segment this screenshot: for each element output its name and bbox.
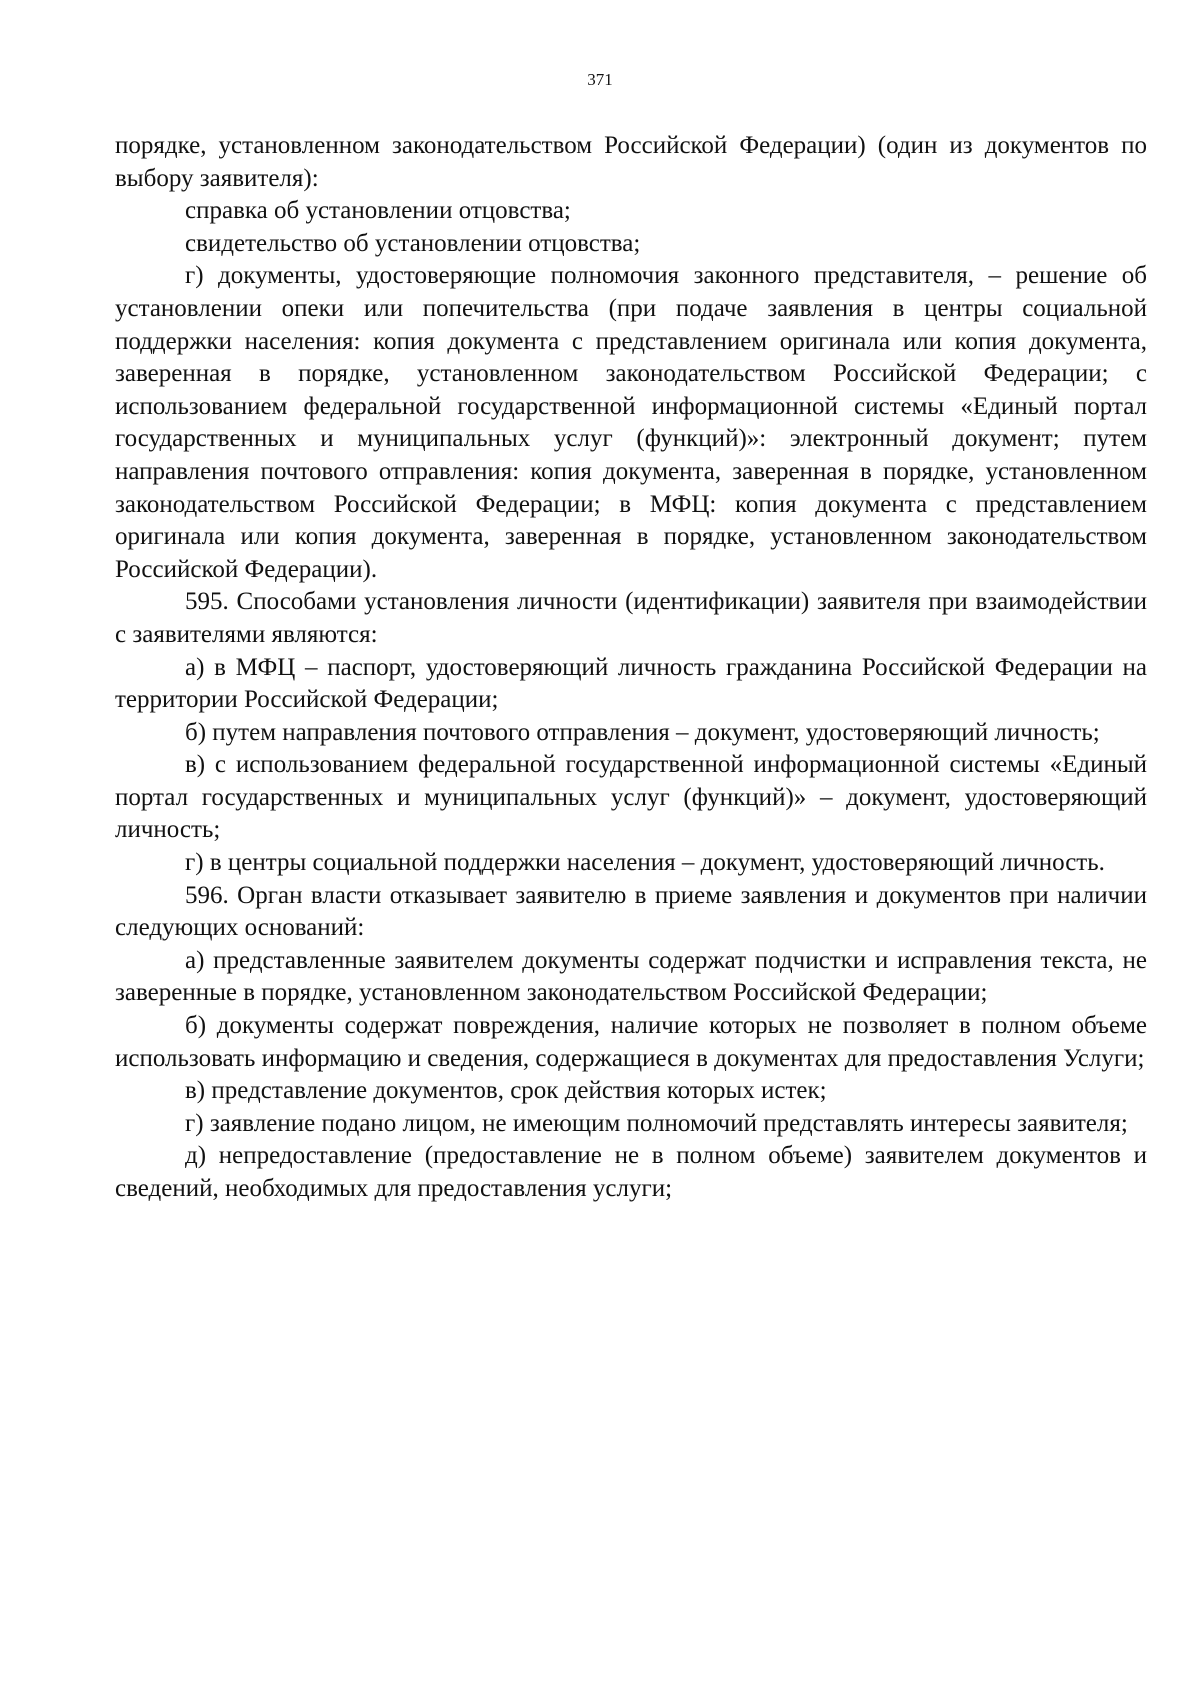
page-number: 371 <box>587 70 613 89</box>
paragraph: б) путем направления почтового отправления – документ, удостоверяющий личность; <box>185 718 1100 746</box>
paragraph: 596. Орган власти отказывает заявителю в приеме заявления и документов при наличии следующих оснований: <box>115 881 1147 942</box>
paragraph: а) в МФЦ – паспорт, удостоверяющий личность гражданина Российской Федерации на территории Российской Федерации; <box>115 653 1147 714</box>
paragraph: д) непредоставление (предоставление не в полном объеме) заявителем документов и сведений, необходимых для предоставления услуги; <box>115 1142 1147 1202</box>
paragraph: свидетельство об установлении отцовства; <box>185 229 641 257</box>
paragraph: б) документы содержат повреждения, наличие которых не позволяет в полном объеме использовать информацию и сведения, содержащиеся в документах для предоставления Услуги; <box>115 1012 1147 1072</box>
paragraph: г) документы, удостоверяющие полномочия законного представителя, – решение об установлении опеки или попечительства (при подаче заявления в центры социальной поддержки населения: копия документа с представлением оригинала или копия документа, заверенная в порядке, установленном законодательством Российской Федерации; с использованием федеральной государственной информационной системы «Единый портал государственных и муниципальных услуг (функций)»: электронный документ; путем направления почтового отправления: копия документа, заверенная в порядке, установленном законодательством Российской Федерации; в МФЦ: копия документа с представлением оригинала или копия документа, заверенная в порядке, установленном законодательством Российской Федерации). <box>115 262 1147 583</box>
paragraph: г) в центры социальной поддержки населения – документ, удостоверяющий личность. <box>185 849 1105 877</box>
document-body <box>115 130 1147 1206</box>
paragraph: справка об установлении отцовства; <box>185 197 571 225</box>
paragraph: г) заявление подано лицом, не имеющим полномочий представлять интересы заявителя; <box>185 1109 1128 1137</box>
paragraph: порядке, установленном законодательством Российской Федерации) (один из документов по выбору заявителя): <box>115 132 1147 192</box>
paragraph: в) представление документов, срок действия которых истек; <box>185 1077 827 1105</box>
paragraph: в) с использованием федеральной государственной информационной системы «Единый портал государственных и муниципальных услуг (функций)» – документ, удостоверяющий личность; <box>115 751 1147 844</box>
paragraph: 595. Способами установления личности (идентификации) заявителя при взаимодействии с заявителями являются: <box>115 588 1147 648</box>
paragraph: а) представленные заявителем документы содержат подчистки и исправления текста, не заверенные в порядке, установленном законодательством Российской Федерации; <box>115 946 1147 1007</box>
